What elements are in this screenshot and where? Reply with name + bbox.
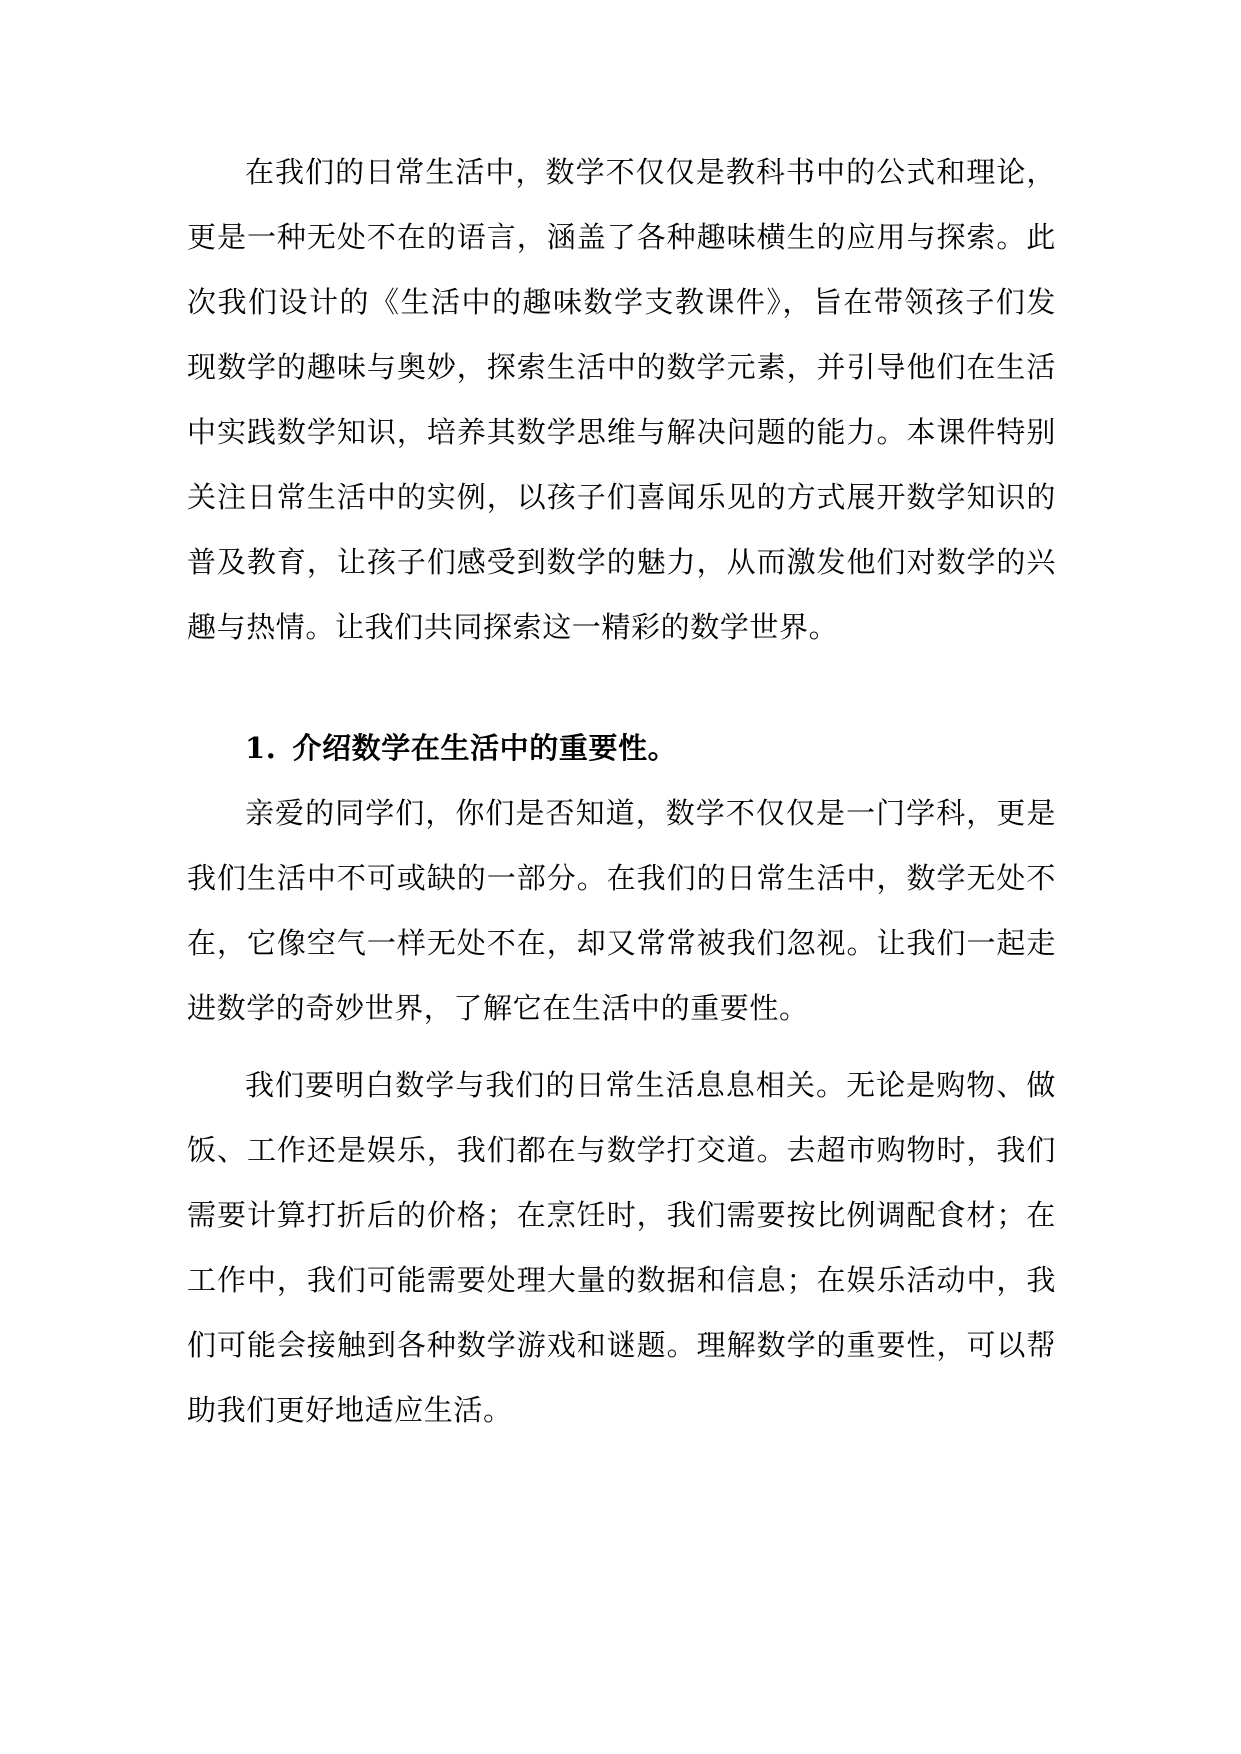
section-paragraph-2: 我们要明白数学与我们的日常生活息息相关。无论是购物、做饭、工作还是娱乐，我们都在与数学打交道。去超市购物时，我们需要计算打折后的价格；在烹饪时，我们需要按比例调配食材；在工作中，我们可能需要处理大量的数据和信息；在娱乐活动中，我们可能会接触到各种数学游戏和谜题。理解数学的重要性，可以帮助我们更好地适应生活。	[187, 1068, 1056, 1427]
document-body	[187, 140, 1056, 1443]
intro-paragraph: 在我们的日常生活中，数学不仅仅是教科书中的公式和理论，更是一种无处不在的语言，涵盖了各种趣味横生的应用与探索。此次我们设计的《生活中的趣味数学支教课件》，旨在带领孩子们发现数学的趣味与奥妙，探索生活中的数学元素，并引导他们在生活中实践数学知识，培养其数学思维与解决问题的能力。本课件特别关注日常生活中的实例，以孩子们喜闻乐见的方式展开数学知识的普及教育，让孩子们感受到数学的魅力，从而激发他们对数学的兴趣与热情。让我们共同探索这一精彩的数学世界。	[187, 155, 1056, 644]
section-paragraph-1: 亲爱的同学们，你们是否知道，数学不仅仅是一门学科，更是我们生活中不可或缺的一部分。在我们的日常生活中，数学无处不在，它像空气一样无处不在，却又常常被我们忽视。让我们一起走进数学的奇妙世界，了解它在生活中的重要性。	[187, 796, 1056, 1025]
section-title: 介绍数学在生活中的重要性。	[292, 731, 678, 765]
section-number: 1.	[245, 731, 277, 765]
section-heading	[187, 716, 1056, 781]
paragraph-gap	[187, 1041, 1056, 1053]
